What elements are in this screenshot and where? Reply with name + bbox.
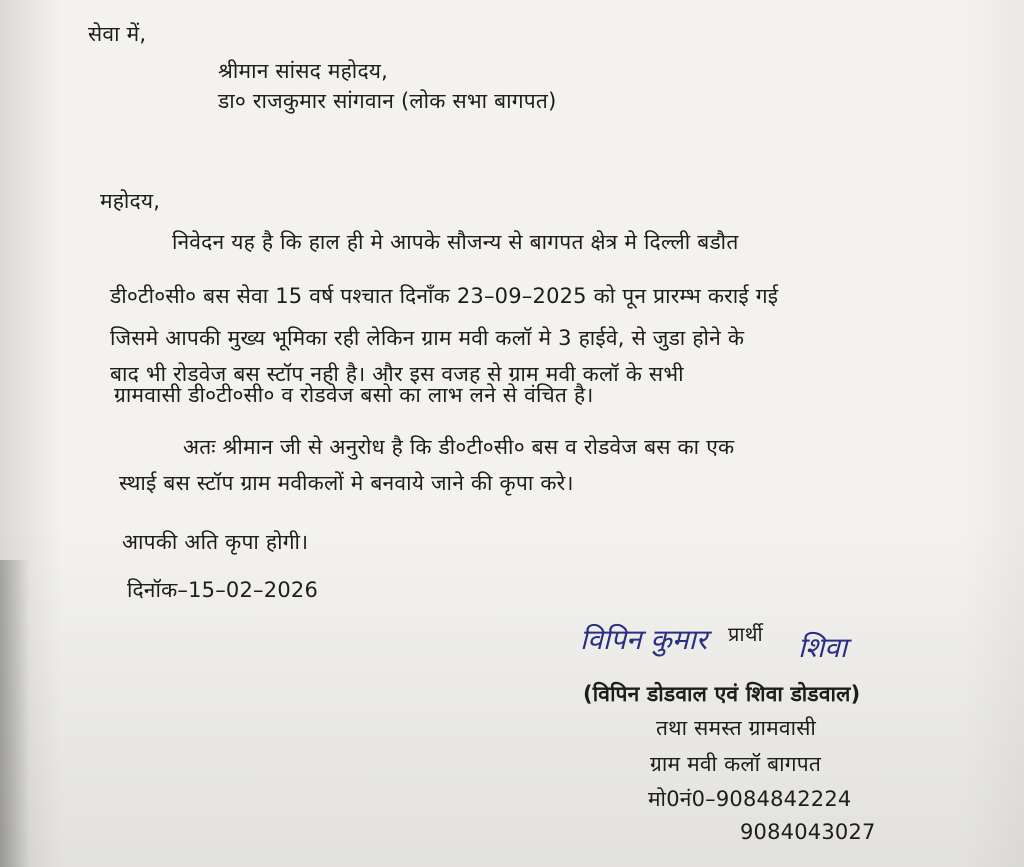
greeting: महोदय, bbox=[100, 189, 161, 213]
body-line-2: डी०टी०सी० बस सेवा 15 वर्ष पश्चात दिनाँक 23–09–2025 को पून प्रारम्भ कराई गई bbox=[110, 284, 779, 308]
signature-1: विपिन कुमार bbox=[580, 623, 708, 656]
sender-line-2: तथा समस्त ग्रामवासी bbox=[656, 716, 817, 740]
body-line-3: जिसमे आपकी मुख्य भूमिका रही लेकिन ग्राम मवी कलॉ मे 3 हाईवे, से जुडा होने के bbox=[110, 326, 745, 350]
recipient-title: श्रीमान सांसद महोदय, bbox=[218, 59, 389, 83]
page-shadow bbox=[0, 560, 30, 867]
signature-label: प्रार्थी bbox=[728, 622, 763, 646]
signature-2: शिवा bbox=[798, 631, 848, 664]
body-line-4: बाद भी रोडवेज बस स्टॉप नही है। और इस वजह से ग्राम मवी कलॉ के सभी bbox=[110, 362, 684, 386]
phone-1: मो0नं0–9084842224 bbox=[648, 787, 852, 811]
phone-2: 9084043027 bbox=[740, 820, 876, 844]
letter-date: दिनॉक–15–02–2026 bbox=[127, 578, 318, 602]
salutation-to: सेवा में, bbox=[88, 22, 147, 46]
request-line-2: स्थाई बस स्टॉप ग्राम मवीकलों मे बनवाये जाने की कृपा करे। bbox=[119, 471, 574, 495]
recipient-name: डा० राजकुमार सांगवान (लोक सभा बागपत) bbox=[218, 89, 557, 113]
closing-line: आपकी अति कृपा होगी। bbox=[122, 530, 309, 554]
body-line-5: ग्रामवासी डी०टी०सी० व रोडवेज बसो का लाभ लने से वंचित है। bbox=[114, 383, 594, 407]
sender-names: (विपिन डोडवाल एवं शिवा डोडवाल) bbox=[583, 682, 861, 706]
request-line-1: अतः श्रीमान जी से अनुरोध है कि डी०टी०सी० बस व रोडवेज बस का एक bbox=[183, 435, 735, 459]
sender-village: ग्राम मवी कलॉ बागपत bbox=[650, 752, 822, 776]
body-line-1: निवेदन यह है कि हाल ही मे आपके सौजन्य से बागपत क्षेत्र मे दिल्ली बडौत bbox=[172, 230, 739, 254]
